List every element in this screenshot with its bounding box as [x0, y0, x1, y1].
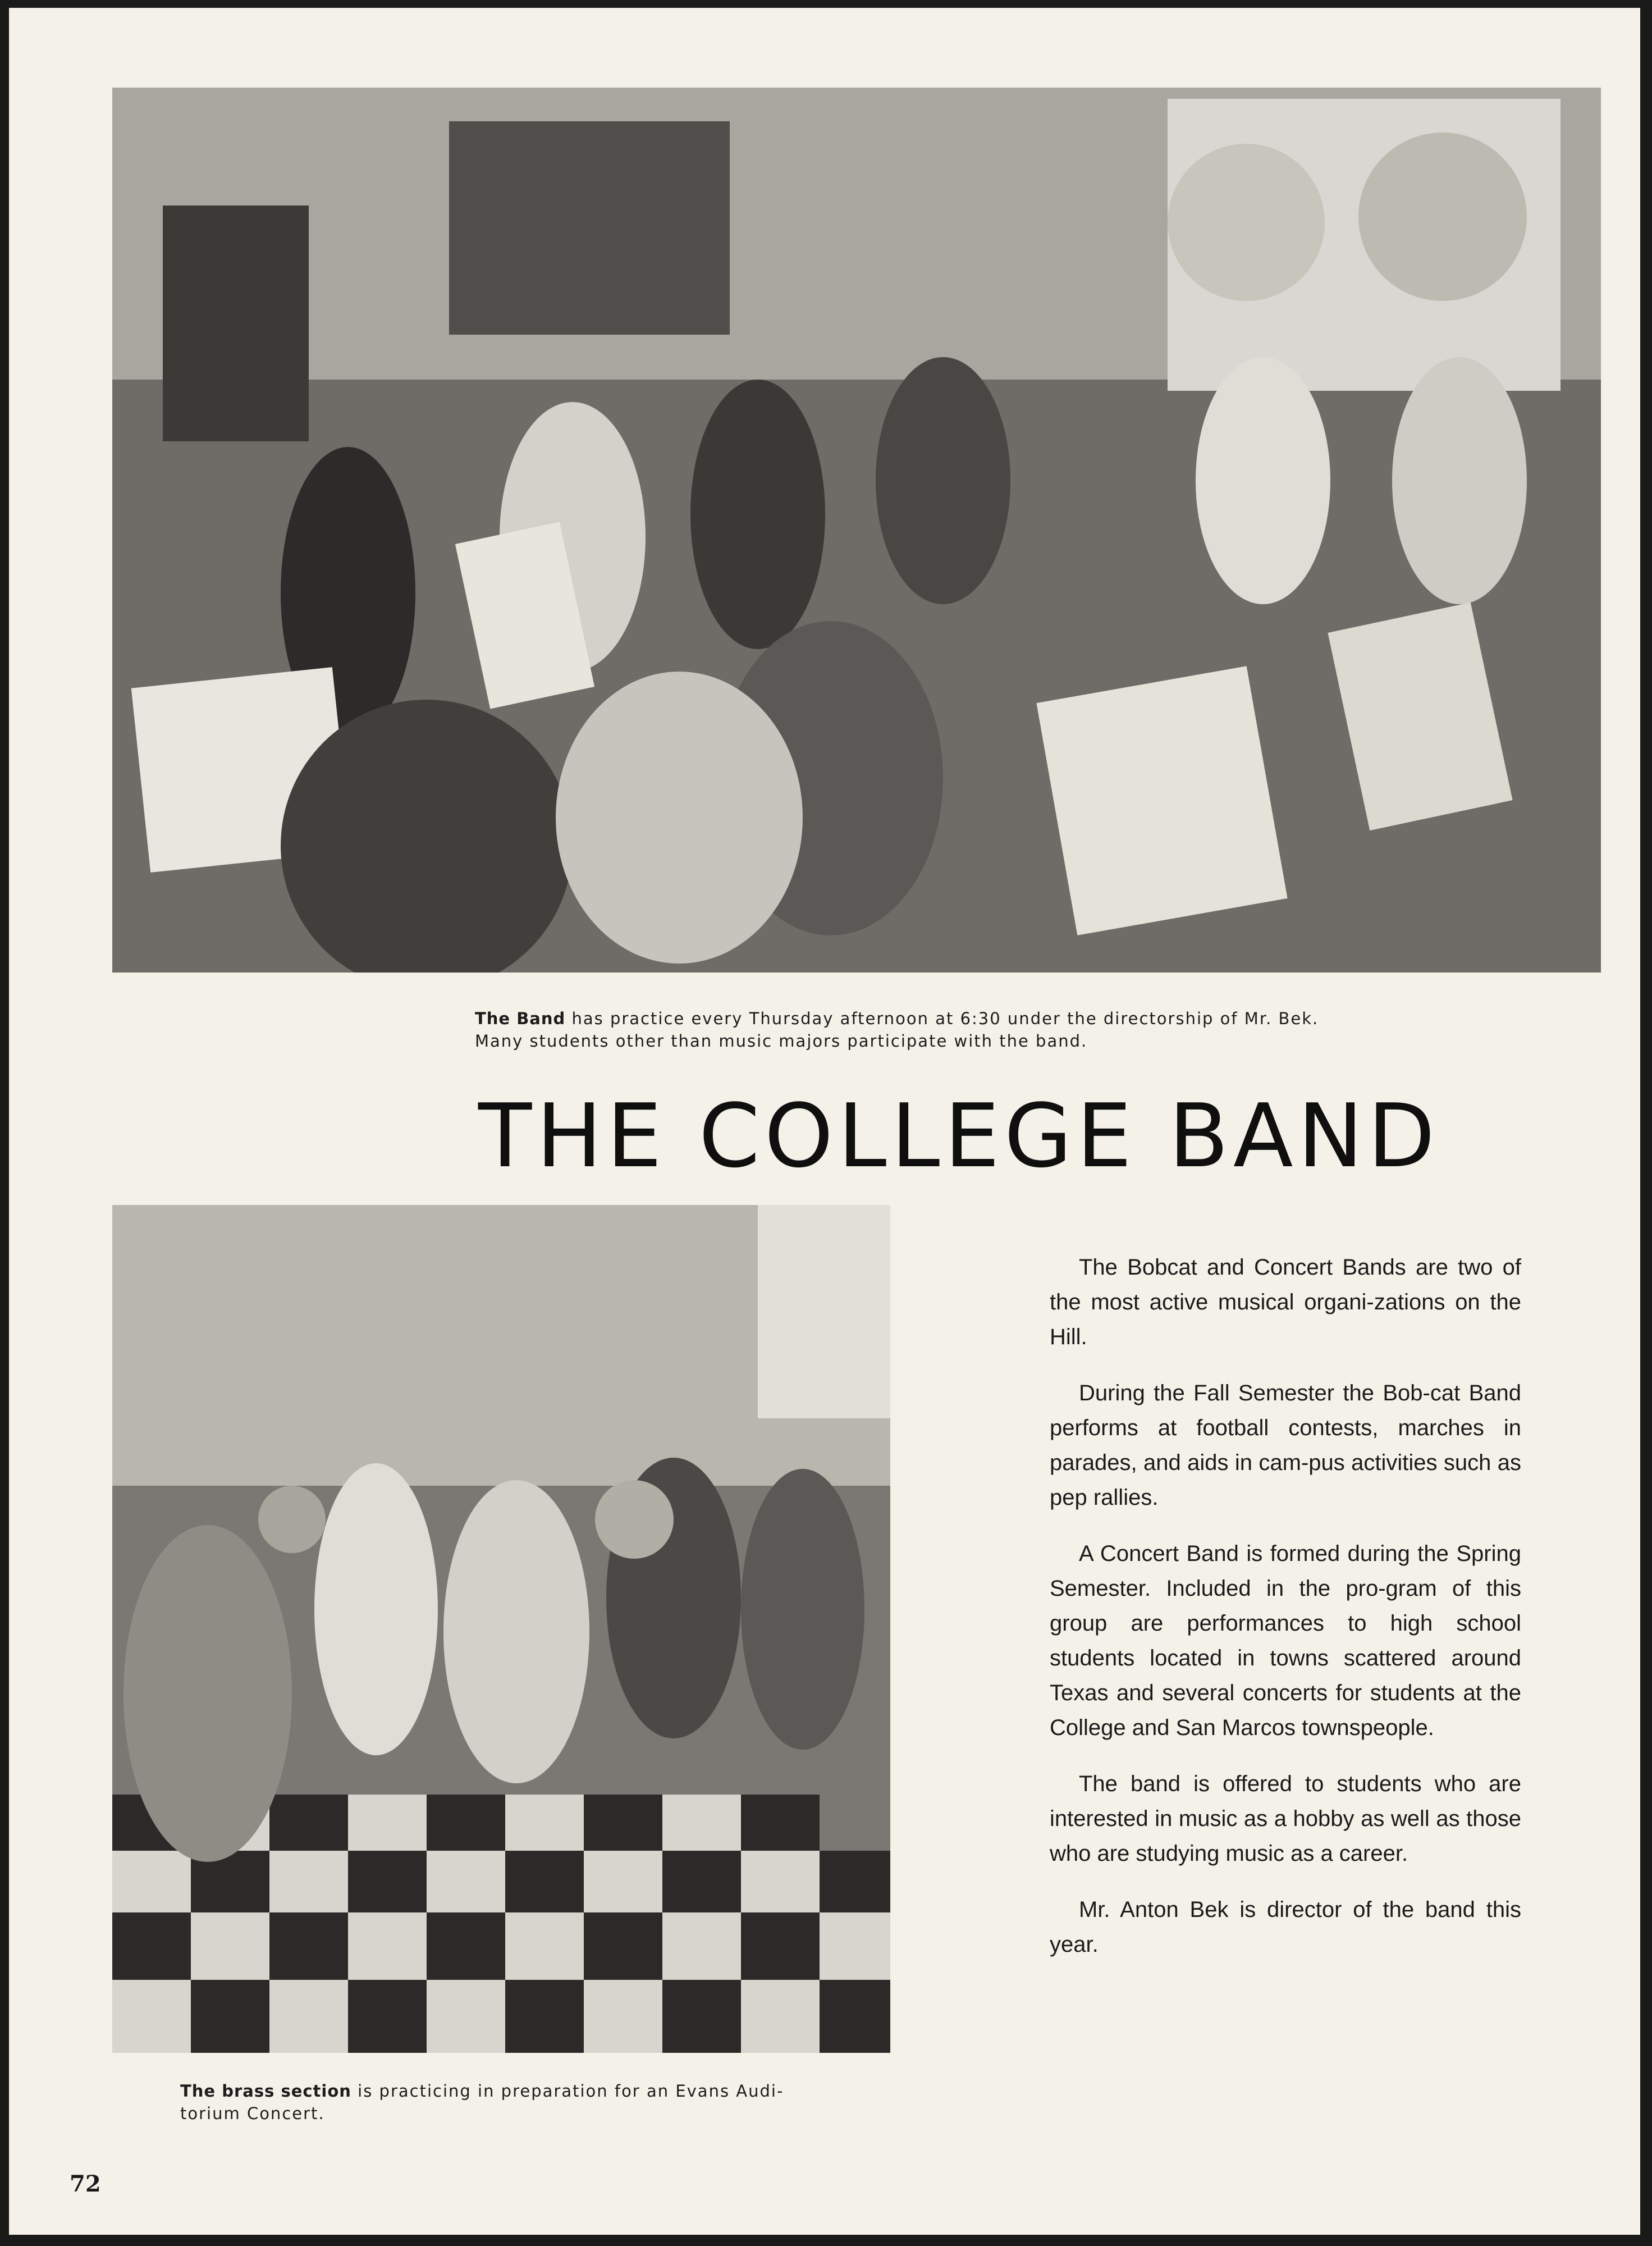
caption-text-line2: Many students other than music majors participate with the band.	[475, 1031, 1088, 1051]
band-practice-photo	[112, 88, 1601, 973]
band-practice-photo-illustration	[112, 88, 1601, 973]
caption-bold-lead: The brass section	[180, 2081, 351, 2101]
caption-bold-lead: The Band	[475, 1009, 566, 1028]
article-paragraph: During the Fall Semester the Bob-cat Band performs at football contests, marches in parades, and aids in cam-pus activities such as pep rallies.	[1050, 1381, 1521, 1510]
article-paragraph: The band is offered to students who are interested in music as a hobby as well as those who are studying music as a career.	[1050, 1772, 1521, 1866]
article-paragraph: A Concert Band is formed during the Spring Semester. Included in the pro-gram of this group are performances to high school students located in towns scattered around Texas and several concerts for students at the College and San Marcos townspeople.	[1050, 1541, 1521, 1740]
page-number: 72	[70, 2171, 101, 2197]
brass-section-caption	[180, 2080, 854, 2125]
band-practice-caption	[475, 1007, 1384, 1052]
caption-text-line1: has practice every Thursday afternoon at 6:30 under the directorship of Mr. Bek.	[571, 1009, 1319, 1028]
caption-text-line1: is practicing in preparation for an Evans Audi-	[358, 2081, 784, 2101]
page-headline: THE COLLEGE BAND	[478, 1085, 1440, 1187]
brass-section-photo-illustration	[112, 1205, 890, 2053]
caption-text-line2: torium Concert.	[180, 2104, 325, 2123]
yearbook-page	[9, 8, 1640, 2235]
brass-section-photo	[112, 1205, 890, 2053]
article-paragraph: The Bobcat and Concert Bands are two of the most active musical organi-zations on the Hill.	[1050, 1255, 1521, 1349]
article-body	[1050, 1250, 1521, 1983]
article-paragraph: Mr. Anton Bek is director of the band this year.	[1050, 1897, 1521, 1957]
